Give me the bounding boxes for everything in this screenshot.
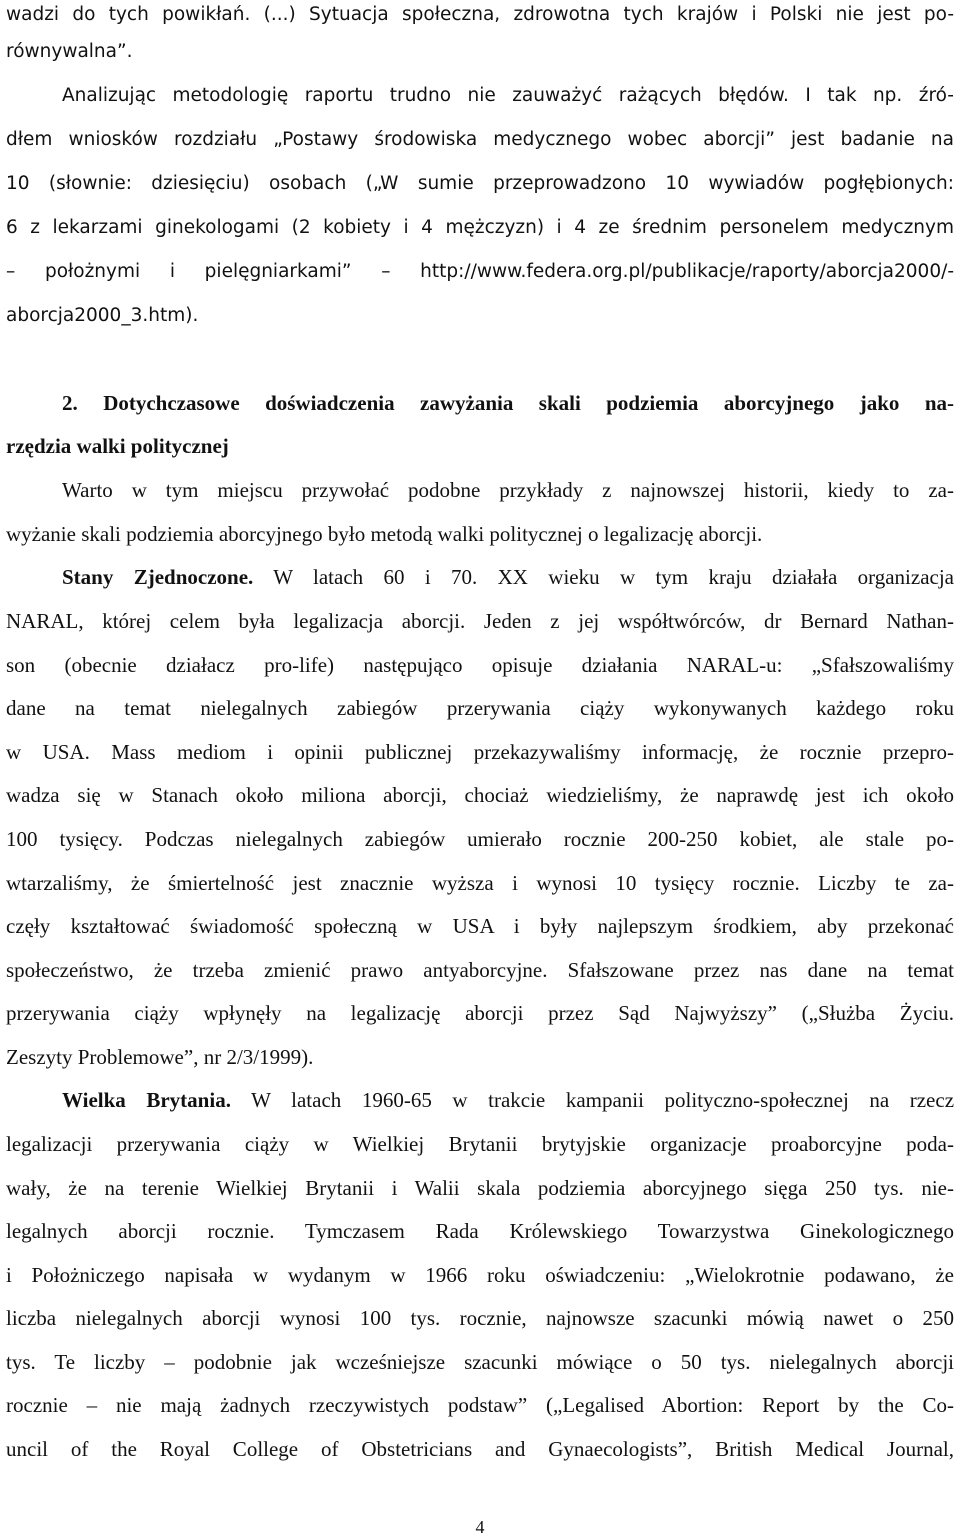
text-line: Warto w tym miejscu przywołać podobne przykłady z najnowszej historii, kiedy to za- (62, 478, 954, 502)
text-line: przerywania ciąży wpłynęły na legalizację aborcji przez Sąd Najwyższy” („Służba Życiu. (6, 1001, 954, 1025)
section-heading-line: rzędzia walki politycznej (6, 434, 229, 458)
text-line: wadza się w Stanach około miliona aborcji, chociaż wiedzieliśmy, że naprawdę jest ich około (6, 783, 954, 807)
section-heading-line: 2. Dotychczasowe doświadczenia zawyżania skali podziemia aborcyjnego jako na- (62, 391, 954, 415)
page-number: 4 (475, 1517, 485, 1537)
text-line: częły kształtować świadomość społeczną w USA i były najlepszym środkiem, aby przekonać (6, 914, 954, 938)
text-line: legalizacji przerywania ciąży w Wielkiej Brytanii brytyjskie organizacje proaborcyjne poda- (6, 1132, 954, 1156)
uk-label: Wielka Brytania. (62, 1088, 231, 1112)
text-line: uncil of the Royal College of Obstetricians and Gynaecologists”, British Medical Journal, (6, 1437, 954, 1461)
text-line: społeczeństwo, że trzeba zmienić prawo antyaborcyjne. Sfałszowane przez nas dane na temat (6, 958, 954, 982)
text-line: aborcja2000_3.htm). (6, 305, 199, 326)
text-line: rocznie – nie mają żadnych rzeczywistych podstaw” („Legalised Abortion: Report by the Co- (6, 1393, 954, 1417)
uk-first-line-text: W latach 1960-65 w trakcie kampanii polityczno-społecznej na rzecz (230, 1088, 955, 1112)
text-line: wtarzaliśmy, że śmiertelność jest znacznie wyższa i wynosi 10 tysięcy rocznie. Liczby te za- (6, 871, 954, 895)
text-line: 6 z lekarzami ginekologami (2 kobiety i 4 mężczyzn) i 4 ze średnim personelem medycznym (6, 217, 954, 238)
usa-paragraph-first-line (62, 562, 954, 592)
text-line: w USA. Mass mediom i opinii publicznej przekazywaliśmy informację, że rocznie przepro- (6, 740, 954, 764)
text-line: – położnymi i pielęgniarkami” – http://www.federa.org.pl/publikacje/raporty/aborcja2000/- (6, 261, 954, 282)
usa-first-line-text: W latach 60 i 70. XX wieku w tym kraju działała organizacja (253, 565, 954, 589)
text-line: Zeszyty Problemowe”, nr 2/3/1999). (6, 1045, 314, 1069)
text-line: son (obecnie działacz pro-life) następująco opisuje działania NARAL-u: „Sfałszowaliśmy (6, 653, 954, 677)
text-line: 100 tysięcy. Podczas nielegalnych zabiegów umierało rocznie 200-250 kobiet, ale stale po- (6, 827, 954, 851)
text-line: NARAL, której celem była legalizacja aborcji. Jeden z jej współtwórców, dr Bernard Nathan- (6, 609, 954, 633)
uk-paragraph-first-line (62, 1085, 954, 1115)
text-line: Analizując metodologię raportu trudno nie zauważyć rażących błędów. I tak np. źró- (62, 85, 954, 106)
text-line: legalnych aborcji rocznie. Tymczasem Rada Królewskiego Towarzystwa Ginekologicznego (6, 1219, 954, 1243)
text-line: i Położniczego napisała w wydanym w 1966 roku oświadczeniu: „Wielokrotnie podawano, że (6, 1263, 954, 1287)
text-line: wadzi do tych powikłań. (...) Sytuacja społeczna, zdrowotna tych krajów i Polski nie jest po- (6, 4, 954, 25)
text-line: równywalna”. (6, 41, 133, 62)
usa-label: Stany Zjednoczone. (62, 565, 254, 589)
text-line: 10 (słownie: dziesięciu) osobach („W sumie przeprowadzono 10 wywiadów pogłębionych: (6, 173, 954, 194)
text-line: liczba nielegalnych aborcji wynosi 100 tys. rocznie, najnowsze szacunki mówią nawet o 250 (6, 1306, 954, 1330)
text-line: wały, że na terenie Wielkiej Brytanii i Walii skala podziemia aborcyjnego sięga 250 tys. nie- (6, 1176, 954, 1200)
text-line: dłem wniosków rozdziału „Postawy środowiska medycznego wobec aborcji” jest badanie na (6, 129, 954, 150)
text-line: dane na temat nielegalnych zabiegów przerywania ciąży wykonywanych każdego roku (6, 696, 954, 720)
text-line: wyżanie skali podziemia aborcyjnego było metodą walki politycznej o legalizację aborcji. (6, 522, 763, 546)
text-line: tys. Te liczby – podobnie jak wcześniejsze szacunki mówiące o 50 tys. nielegalnych aborcji (6, 1350, 954, 1374)
